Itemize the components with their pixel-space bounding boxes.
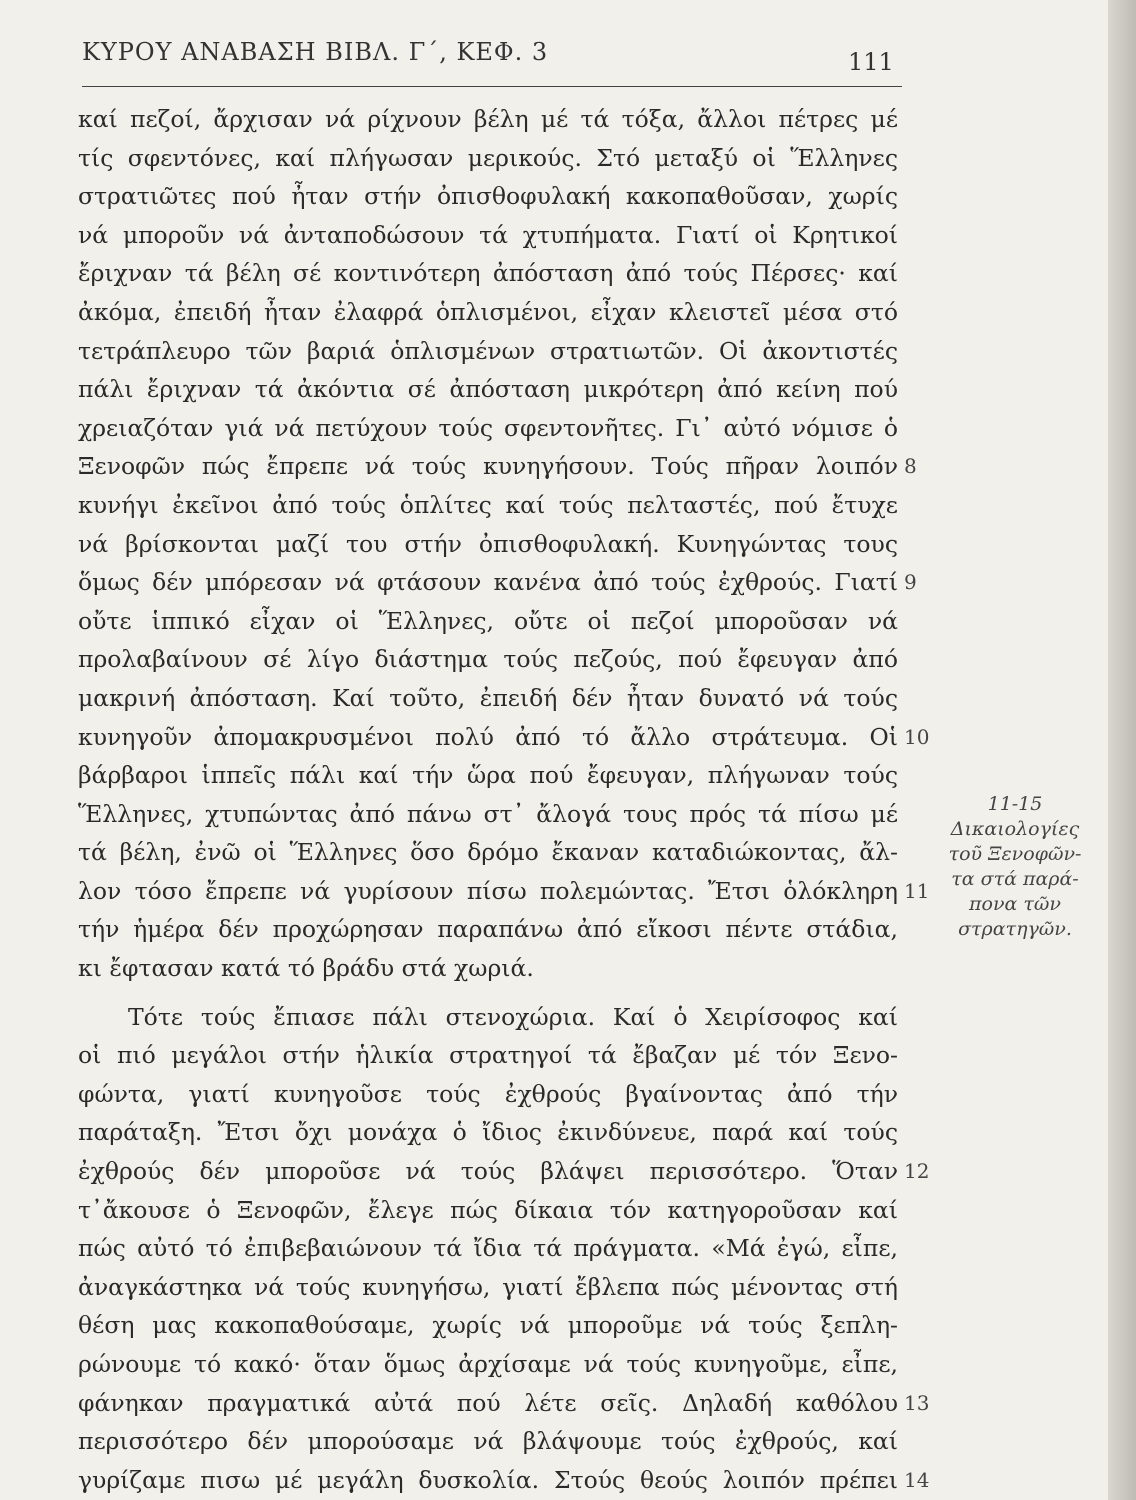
page-number: 111 [848,48,894,76]
text-line [78,1229,898,1268]
margin-note-line: στρατηγῶν. [958,918,1072,940]
text-line [78,447,917,486]
text-line-content: τήν ἡμέρα δέν προχώρησαν παραπάνω ἀπό εἴκοσι πέντε στάδια, [78,915,898,944]
text-line-content: πάλι ἔριχναν τά ἀκόντια σέ ἀπόσταση μικρότερη ἀπό κείνη πού [78,375,898,404]
text-line-content: χρειαζόταν γιά νά πετύχουν τούς σφεντονῆτες. Γι᾽ αὐτό νόμισε ὁ [78,413,898,442]
text-line-content: Ξενοφῶν πώς ἔπρεπε νά τούς κυνηγήσουν. Τούς πῆραν λοιπόν [78,452,898,481]
text-line [78,1152,930,1191]
text-line-content: μακρινή ἀπόσταση. Καί τοῦτο, ἐπειδή δέν ἦταν δυνατό νά τούς [78,683,898,712]
text-line-content: ἀναγκάστηκα νά τούς κυνηγήσω, γιατί ἔβλεπα πώς μένοντας στή [78,1272,898,1301]
margin-note [930,792,1100,942]
page-edge [1108,0,1136,1500]
text-line [78,872,930,911]
text-line-content: γυρίζαμε πισω μέ μεγάλη δυσκολία. Στούς θεούς λοιπόν πρέπει [78,1465,898,1494]
text-line [78,795,898,834]
text-line [78,332,898,371]
text-line [78,486,898,525]
header-rule [82,86,902,87]
text-line [78,100,898,139]
text-line [78,1036,898,1075]
text-line-content: φώντα, γιατί κυνηγοῦσε τούς ἐχθρούς βγαίνοντας ἀπό τήν [78,1079,898,1108]
text-line [78,756,898,795]
text-line-content: παράταξη. Ἔτσι ὄχι μονάχα ὁ ἴδιος ἐκινδύνευε, παρά καί τούς [78,1118,898,1147]
text-line [78,1191,898,1230]
section-number: 10 [904,724,930,749]
text-line-content: νά βρίσκονται μαζί του στήν ὀπισθοφυλακή. Κυνηγώντας τους [78,529,898,558]
text-line-content: ἔριχναν τά βέλη σέ κοντινότερη ἀπόσταση ἀπό τούς Πέρσες· καί [78,259,898,288]
text-line [78,525,898,564]
text-line-content: οὔτε ἱππικό εἶχαν οἱ Ἕλληνες, οὔτε οἱ πεζοί μποροῦσαν νά [78,606,898,635]
section-number: 9 [904,570,917,595]
text-line [78,370,898,409]
text-line-content: θέση μας κακοπαθούσαμε, χωρίς νά μποροῦμε νά τούς ξεπλη- [78,1311,898,1340]
section-number: 14 [904,1467,930,1492]
text-line-content: τίς σφεντόνες, καί πλήγωσαν μερικούς. Στό μεταξύ οἱ Ἕλληνες [78,143,898,172]
text-line-content: ἀκόμα, ἐπειδή ἦταν ἐλαφρά ὁπλισμένοι, εἶχαν κλειστεῖ μέσα στό [78,297,898,326]
text-line-content: κι ἔφτασαν κατά τό βράδυ στά χωριά. [78,954,534,983]
text-line [78,718,930,757]
text-line-content: τά βέλη, ἐνῶ οἱ Ἕλληνες ὅσο δρόμο ἔκαναν καταδιώκοντας, ἄλ- [78,838,898,867]
text-line-content: λον τόσο ἔπρεπε νά γυρίσουν πίσω πολεμώντας. Ἔτσι ὁλόκληρη [78,876,898,905]
margin-note-line: τοῦ Ξενοφῶν- [948,843,1082,865]
text-line-content: περισσότερο δέν μπορούσαμε νά βλάψουμε τούς ἐχθρούς, καί [78,1427,898,1456]
text-line [78,1075,898,1114]
text-line [78,949,898,988]
text-line [78,640,898,679]
text-line [78,1461,930,1500]
text-line-content: ρώνουμε τό κακό· ὅταν ὅμως ἀρχίσαμε νά τούς κυνηγοῦμε, εἶπε, [78,1350,898,1378]
text-line [78,409,898,448]
text-line [78,1422,898,1461]
text-line [78,833,898,872]
text-line-content: φάνηκαν πραγματικά αὐτά πού λέτε σεῖς. Δηλαδή καθόλου [78,1388,898,1417]
text-line-content: Ἕλληνες, χτυπώντας ἀπό πάνω στ᾽ ἄλογά τους πρός τά πίσω μέ [78,799,898,828]
text-line-content: βάρβαροι ἱππεῖς πάλι καί τήν ὥρα πού ἔφευγαν, πλήγωναν τούς [78,761,898,790]
text-line [78,254,898,293]
text-line [78,1345,898,1384]
text-line-content: οἱ πιό μεγάλοι στήν ἡλικία στρατηγοί τά ἔβαζαν μέ τόν Ξενο- [78,1041,898,1070]
text-line-content: προλαβαίνουν σέ λίγο διάστημα τούς πεζούς, πού ἔφευγαν ἀπό [78,645,898,674]
text-line [78,293,898,332]
text-line [78,1113,898,1152]
text-line [78,679,898,718]
text-line-content: ὅμως δέν μπόρεσαν νά φτάσουν κανένα ἀπό τούς ἐχθρούς. Γιατί [78,568,898,597]
body-text [78,100,930,1499]
margin-note-line: Δικαιολογίες [950,818,1080,840]
margin-note-range: 11-15 [987,793,1043,815]
text-line-content: κυνήγι ἐκεῖνοι ἀπό τούς ὁπλίτες καί τούς πελταστές, πού ἔτυχε [78,490,898,519]
text-line-content: ἐχθρούς δέν μποροῦσε νά τούς βλάψει περισσότερο. Ὅταν [78,1157,898,1186]
running-header-title: ΚΥΡΟΥ ΑΝΑΒΑΣΗ ΒΙΒΛ. Γ΄, ΚΕΦ. 3 [82,38,549,66]
section-number: 12 [904,1159,930,1184]
text-line [78,1268,898,1307]
text-line [78,563,917,602]
text-line [78,1384,930,1423]
text-line [78,177,898,216]
margin-note-line: τα στά παρά- [951,868,1079,890]
margin-note-line: πονα τῶν [969,893,1061,915]
text-line-content: νά μποροῦν νά ἀνταποδώσουν τά χτυπήματα. Γιατί οἱ Κρητικοί [78,220,898,249]
section-number: 8 [904,454,917,479]
section-number: 13 [904,1390,930,1415]
text-line-content: στρατιῶτες πού ἦταν στήν ὀπισθοφυλακή κακοπαθοῦσαν, χωρίς [78,182,898,211]
text-line-content: τετράπλευρο τῶν βαριά ὁπλισμένων στρατιωτῶν. Οἱ ἀκοντιστές [78,336,898,365]
text-line [78,1306,898,1345]
text-line-content: καί πεζοί, ἄρχισαν νά ρίχνουν βέλη μέ τά τόξα, ἄλλοι πέτρες μέ [78,105,898,133]
text-line [78,602,898,641]
text-line-content: Τότε τούς ἔπιασε πάλι στενοχώρια. Καί ὁ Χειρίσοφος καί [128,1002,898,1031]
section-number: 11 [904,878,930,903]
text-line-content: κυνηγοῦν ἀπομακρυσμένοι πολύ ἀπό τό ἄλλο στράτευμα. Οἱ [78,722,898,751]
text-line [78,139,898,178]
text-line-content: πώς αὐτό τό ἐπιβεβαιώνουν τά ἴδια τά πράγματα. «Μά ἐγώ, εἶπε, [78,1234,898,1263]
text-line [78,216,898,255]
text-line-content: τ᾽ἄκουσε ὁ Ξενοφῶν, ἔλεγε πώς δίκαια τόν κατηγοροῦσαν καί [78,1195,898,1224]
text-line [78,998,898,1037]
text-line [78,910,898,949]
